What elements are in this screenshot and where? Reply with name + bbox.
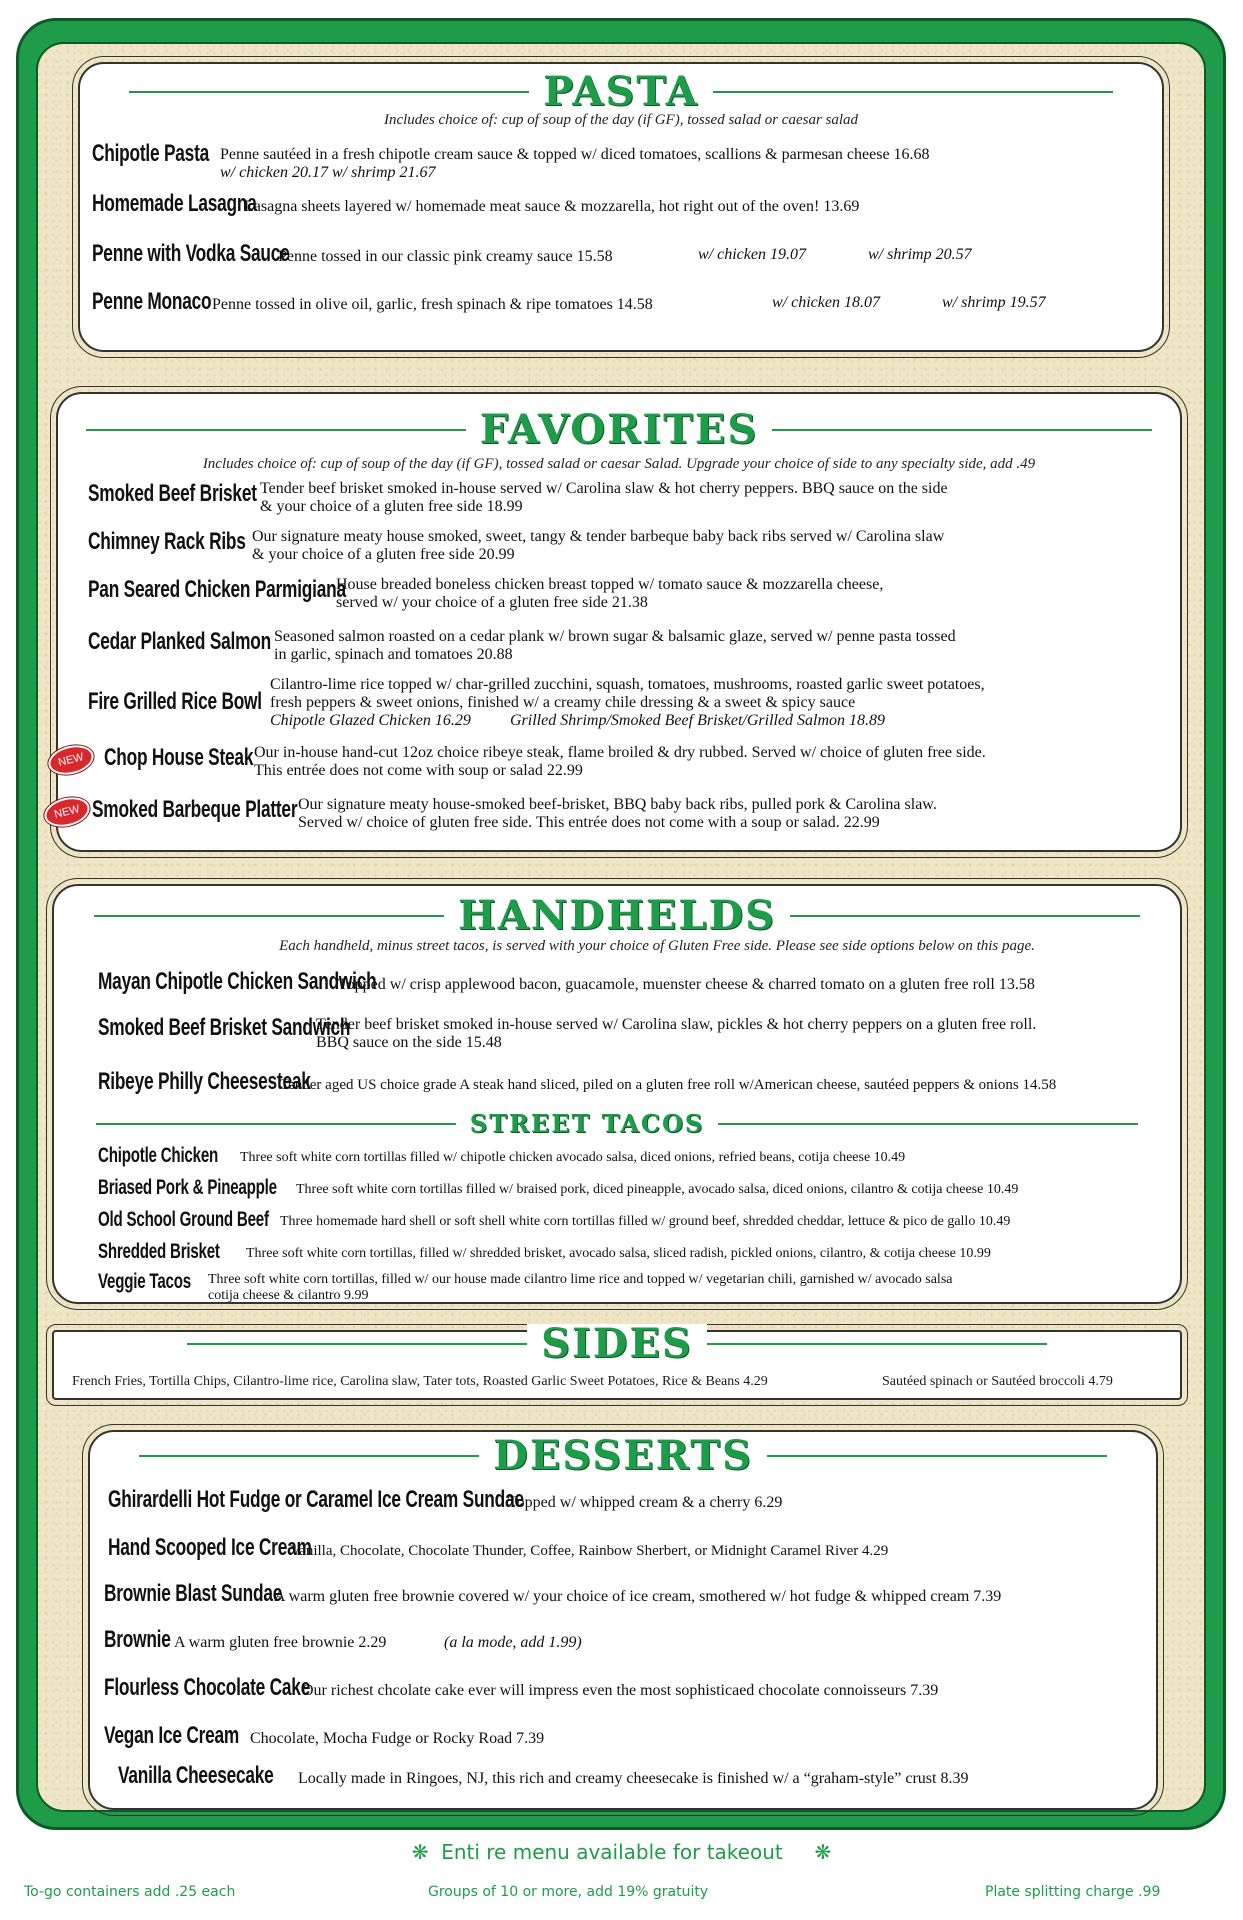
item-name: Penne with Vodka Sauce: [92, 240, 290, 267]
item-name: Chimney Rack Ribs: [88, 528, 246, 555]
menu-item: [88, 628, 956, 664]
item-description-cont: & your choice of a gluten free side 20.99: [252, 546, 515, 563]
menu-item: [92, 288, 1046, 316]
heading-rule: [94, 915, 444, 917]
item-description-cont: fresh peppers & sweet onions, finished w/ a creamy chile dressing & a sweet & spicy sauce: [270, 694, 856, 711]
menu-item: [104, 1722, 544, 1750]
item-description: Lasagna sheets layered w/ homemade meat sauce & mozzarella, hot right out of the oven! 13.69: [244, 198, 860, 215]
item-name: Chipotle Chicken: [98, 1144, 219, 1167]
heading-rule: [187, 1343, 527, 1345]
item-option: w/ chicken 18.07: [772, 294, 880, 311]
item-description-cont: This entrée does not come with soup or salad 22.99: [254, 762, 583, 779]
item-description-cont: BBQ sauce on the side 15.48: [316, 1034, 502, 1051]
takeout-banner: [0, 1840, 1243, 1864]
desserts-heading: [90, 1432, 1156, 1479]
item-name: Brownie Blast Sundae: [104, 1580, 283, 1607]
flourish-left-icon: ❋: [411, 1840, 435, 1864]
item-description: Tender beef brisket smoked in-house served w/ Carolina slaw, pickles & hot cherry peppers on a gluten free roll.: [316, 1016, 1037, 1033]
menu-item: [118, 1762, 968, 1790]
item-description: Tender aged US choice grade A steak hand sliced, piled on a gluten free roll w/American cheese, sautéed peppers & onions 14.58: [280, 1077, 1057, 1093]
heading-rule: [86, 429, 466, 431]
handhelds-heading: [54, 892, 1180, 939]
pasta-panel: [78, 62, 1164, 352]
item-name: Brownie: [104, 1626, 171, 1653]
item-name: Smoked Beef Brisket: [88, 480, 257, 507]
taco-item: [98, 1270, 952, 1304]
pasta-note: Includes choice of: cup of soup of the day (if GF), tossed salad or caesar salad: [383, 112, 859, 128]
togo-note: To-go containers add .25 each: [24, 1884, 236, 1900]
pasta-title: PASTA: [543, 68, 699, 115]
item-name: Penne Monaco: [92, 288, 212, 315]
item-description: Three soft white corn tortillas filled w/ braised pork, diced pineapple, avocado salsa, diced onions, cilantro & cotija cheese 10.49: [296, 1182, 1019, 1197]
item-name: Flourless Chocolate Cake: [104, 1674, 311, 1701]
item-name: Ribeye Philly Cheesesteak: [98, 1068, 311, 1095]
heading-rule: [139, 1455, 479, 1457]
item-description-cont: in garlic, spinach and tomatoes 20.88: [274, 646, 513, 663]
item-name: Briased Pork & Pineapple: [98, 1176, 277, 1199]
heading-rule: [772, 429, 1152, 431]
menu-item: [92, 240, 972, 268]
item-option: Chipotle Glazed Chicken 16.29: [270, 712, 471, 729]
new-badge: NEW: [45, 741, 96, 779]
item-description: Our signature meaty house-smoked beef-brisket, BBQ baby back ribs, pulled pork & Carolina slaw.: [298, 796, 937, 813]
groups-note: Groups of 10 or more, add 19% gratuity: [428, 1884, 709, 1900]
favorites-heading: [58, 406, 1180, 453]
menu-item: [104, 1674, 938, 1702]
item-description-cont: Served w/ choice of gluten free side. This entrée does not come with a soup or salad. 22.99: [298, 814, 880, 831]
takeout-text: Enti re menu available for takeout: [441, 1840, 783, 1864]
handhelds-title: HANDHELDS: [457, 892, 777, 939]
item-option: w/ shrimp 20.57: [868, 246, 972, 263]
heading-rule: [96, 1123, 456, 1125]
pasta-heading: [80, 68, 1162, 115]
menu-item: [98, 968, 1035, 996]
menu-item: [88, 676, 985, 730]
item-description-cont: served w/ your choice of a gluten free side 21.38: [336, 594, 648, 611]
menu-item: [104, 1626, 582, 1654]
item-description: Penne tossed in olive oil, garlic, fresh spinach & ripe tomatoes 14.58: [212, 296, 653, 313]
item-name: Cedar Planked Salmon: [88, 628, 271, 655]
item-description: Seasoned salmon roasted on a cedar plank w/ brown sugar & balsamic glaze, served w/ penne pasta tossed: [274, 628, 956, 645]
item-description: Penne sautéed in a fresh chipotle cream sauce & topped w/ diced tomatoes, scallions & parmesan cheese 16.68: [220, 146, 930, 163]
item-name: Ghirardelli Hot Fudge or Caramel Ice Cream Sundae: [108, 1486, 524, 1513]
item-description: Three soft white corn tortillas, filled w/ shredded brisket, avocado salsa, sliced radish, pickled onions, cilantro, & cotija cheese 10.99: [246, 1246, 991, 1261]
item-name: Smoked Beef Brisket Sandwich: [98, 1014, 351, 1041]
item-name: Vegan Ice Cream: [104, 1722, 240, 1749]
item-description: Topped w/ crisp applewood bacon, guacamole, muenster cheese & charred tomato on a gluten free roll 13.58: [338, 976, 1035, 993]
favorites-panel: [53, 392, 1182, 852]
favorites-title: FAVORITES: [479, 406, 759, 453]
item-description: Locally made in Ringoes, NJ, this rich and creamy cheesecake is finished w/ a “graham-style” crust 8.39: [298, 1770, 969, 1787]
menu-item: [108, 1486, 782, 1514]
desserts-panel: [88, 1430, 1158, 1810]
menu-item: [104, 1580, 1001, 1608]
item-description: Penne tossed in our classic pink creamy sauce 15.58: [278, 248, 613, 265]
heading-rule: [718, 1123, 1138, 1125]
item-options: w/ chicken 20.17 w/ shrimp 21.67: [220, 164, 436, 181]
new-badge: NEW: [41, 793, 92, 831]
street-tacos-title: STREET TACOS: [469, 1109, 705, 1138]
item-option: w/ chicken 19.07: [698, 246, 806, 263]
menu-item: [88, 528, 944, 564]
favorites-note: Includes choice of: cup of soup of the day (if GF), tossed salad or caesar Salad. Upgrade your choice of side to any specialty side, add .49: [202, 456, 1036, 472]
taco-item: [98, 1144, 905, 1168]
item-description: House breaded boneless chicken breast topped w/ tomato sauce & mozzarella cheese,: [336, 576, 884, 593]
street-tacos-heading: [54, 1109, 1180, 1138]
item-description-cont: & your choice of a gluten free side 18.99: [260, 498, 523, 515]
handhelds-note: Each handheld, minus street tacos, is served with your choice of Gluten Free side. Please see side options below on this page.: [279, 938, 1035, 954]
sides-row: [72, 1374, 1113, 1390]
handhelds-panel: [52, 884, 1182, 1304]
menu-item: [88, 480, 948, 516]
menu-item: [98, 1014, 1036, 1052]
item-description: Three soft white corn tortillas, filled w/ our house made cilantro lime rice and topped w/ vegetarian chili, garnished w/ avocado salsa: [208, 1272, 953, 1287]
item-description: Chocolate, Mocha Fudge or Rocky Road 7.39: [250, 1730, 545, 1747]
item-option: Grilled Shrimp/Smoked Beef Brisket/Grilled Salmon 18.89: [510, 712, 886, 729]
item-description: Three homemade hard shell or soft shell white corn tortillas filled w/ ground beef, shredded cheddar, lettuce & pico de gallo 10.49: [280, 1214, 1011, 1229]
item-option: (a la mode, add 1.99): [444, 1634, 582, 1651]
taco-item: [98, 1240, 991, 1264]
item-name: Homemade Lasagna: [92, 190, 257, 217]
item-option: w/ shrimp 19.57: [942, 294, 1046, 311]
sides-extra: Sautéed spinach or Sautéed broccoli 4.79: [882, 1374, 1113, 1389]
flourish-right-icon: ❋: [789, 1840, 832, 1864]
menu-item: [98, 1068, 1056, 1096]
item-description: Vanilla, Chocolate, Chocolate Thunder, Coffee, Rainbow Sherbert, or Midnight Caramel River 4.29: [290, 1543, 889, 1559]
menu-item: [88, 576, 883, 612]
heading-rule: [790, 915, 1140, 917]
item-name: Smoked Barbeque Platter: [92, 796, 298, 823]
item-name: Vanilla Cheesecake: [118, 1762, 274, 1789]
menu-item: [108, 1534, 888, 1562]
desserts-title: DESSERTS: [493, 1432, 753, 1479]
sides-panel: [52, 1320, 1182, 1400]
sides-list: French Fries, Tortilla Chips, Cilantro-lime rice, Carolina slaw, Tater tots, Roasted Garlic Sweet Potatoes, Rice & Beans 4.29: [72, 1374, 768, 1389]
item-name: Old School Ground Beef: [98, 1208, 269, 1231]
item-description: Topped w/ whipped cream & a cherry 6.29: [508, 1494, 783, 1511]
item-name: Chipotle Pasta: [92, 140, 209, 167]
item-name: Pan Seared Chicken Parmigiana: [88, 576, 346, 603]
menu-item: [92, 796, 937, 832]
heading-rule: [713, 91, 1113, 93]
sides-heading: [54, 1320, 1180, 1367]
heading-rule: [129, 91, 529, 93]
item-description: Cilantro-lime rice topped w/ char-grilled zucchini, squash, tomatoes, mushrooms, roasted garlic sweet potatoes,: [270, 676, 985, 693]
item-description: Our in-house hand-cut 12oz choice ribeye steak, flame broiled & dry rubbed. Served w/ choice of gluten free side.: [254, 744, 986, 761]
item-description: Tender beef brisket smoked in-house served w/ Carolina slaw & hot cherry peppers. BBQ sauce on the side: [260, 480, 948, 497]
item-description: A warm gluten free brownie 2.29: [174, 1634, 387, 1651]
item-description: Our richest chcolate cake ever will impress even the most sophisticaed chocolate connoisseurs 7.39: [302, 1682, 939, 1699]
item-name: Fire Grilled Rice Bowl: [88, 688, 262, 715]
heading-rule: [707, 1343, 1047, 1345]
heading-rule: [767, 1455, 1107, 1457]
item-name: Hand Scooped Ice Cream: [108, 1534, 312, 1561]
item-description: Three soft white corn tortillas filled w/ chipotle chicken avocado salsa, diced onions, refried beans, cotija cheese 10.49: [240, 1150, 906, 1165]
taco-item: [98, 1176, 1018, 1200]
sides-title: SIDES: [527, 1324, 707, 1364]
taco-item: [98, 1208, 1010, 1232]
item-name: Shredded Brisket: [98, 1240, 220, 1263]
item-description: Our signature meaty house smoked, sweet, tangy & tender barbeque baby back ribs served w/ Carolina slaw: [252, 528, 945, 545]
splitting-note: Plate splitting charge .99: [985, 1884, 1161, 1900]
item-description: A warm gluten free brownie covered w/ your choice of ice cream, smothered w/ hot fudge & whipped cream 7.39: [274, 1588, 1002, 1605]
item-name: Mayan Chipotle Chicken Sandwich: [98, 968, 377, 995]
item-name: Chop House Steak: [104, 744, 254, 771]
item-name: Veggie Tacos: [98, 1270, 191, 1293]
menu-item: [92, 140, 930, 182]
menu-item: [104, 744, 986, 780]
item-description-cont: cotija cheese & cilantro 9.99: [208, 1288, 369, 1303]
menu-item: [92, 190, 859, 218]
